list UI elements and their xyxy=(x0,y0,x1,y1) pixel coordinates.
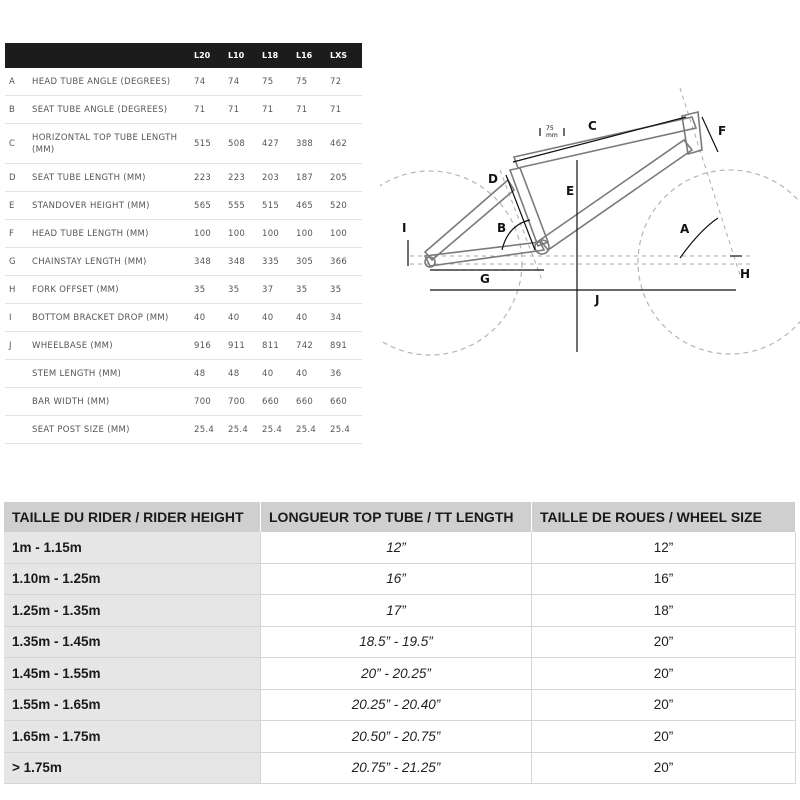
size-row xyxy=(4,626,796,658)
geometry-row-label: SEAT TUBE LENGTH (MM) xyxy=(32,172,146,183)
dim-label-i: I xyxy=(402,221,407,235)
rider-height-cell: 1.55m - 1.65m xyxy=(4,689,261,721)
rider-height-cell: 1.35m - 1.45m xyxy=(4,626,261,658)
dim-label-j: J xyxy=(595,293,600,307)
dim-c-line xyxy=(513,117,686,162)
dim-label-a: A xyxy=(680,222,690,236)
geometry-row-label: FORK OFFSET (MM) xyxy=(32,284,119,295)
geometry-cell: 71 xyxy=(296,104,308,115)
geometry-row-letter: F xyxy=(9,228,15,239)
geometry-row-label: HORIZONTAL TOP TUBE LENGTH (MM) xyxy=(32,132,178,155)
dim-label-c: C xyxy=(588,119,597,133)
geometry-cell: 48 xyxy=(228,368,240,379)
offset-75-label: 75 xyxy=(546,125,554,132)
geometry-row-label: STEM LENGTH (MM) xyxy=(32,368,122,379)
down-tube xyxy=(540,140,692,250)
geometry-cell: 25.4 xyxy=(296,424,317,435)
geometry-cell: 34 xyxy=(330,312,342,323)
geometry-cell: 100 xyxy=(296,228,314,239)
geometry-cell: 520 xyxy=(330,200,348,211)
tt-length-cell: 12” xyxy=(261,532,532,563)
geometry-cell: 388 xyxy=(296,138,314,149)
geometry-row-letter: A xyxy=(9,76,16,87)
geometry-cell: 891 xyxy=(330,340,348,351)
size-row xyxy=(4,689,796,721)
geometry-cell: 916 xyxy=(194,340,212,351)
geometry-cell: 700 xyxy=(194,396,212,407)
geometry-cell: 71 xyxy=(194,104,206,115)
geometry-row-letter: D xyxy=(9,172,16,183)
geometry-col-header: L16 xyxy=(296,51,313,60)
geometry-row xyxy=(5,248,362,276)
dim-label-g: G xyxy=(480,272,490,286)
geometry-row-letter: G xyxy=(9,256,16,267)
tt-length-cell: 20.50” - 20.75” xyxy=(261,721,532,753)
geometry-cell: 35 xyxy=(296,284,308,295)
rider-height-cell: 1.10m - 1.25m xyxy=(4,563,261,595)
tt-length-cell: 18.5” - 19.5” xyxy=(261,626,532,658)
geometry-cell: 100 xyxy=(228,228,246,239)
geometry-row-label: BAR WIDTH (MM) xyxy=(32,396,110,407)
size-row xyxy=(4,752,796,784)
tt-length-cell: 16” xyxy=(261,563,532,595)
geometry-cell: 223 xyxy=(194,172,212,183)
geometry-cell: 25.4 xyxy=(262,424,283,435)
geometry-body xyxy=(5,68,362,444)
geometry-row xyxy=(5,416,362,444)
rider-height-cell: 1.45m - 1.55m xyxy=(4,658,261,690)
geometry-cell: 660 xyxy=(262,396,280,407)
geometry-cell: 71 xyxy=(262,104,274,115)
size-row xyxy=(4,563,796,595)
geometry-cell: 660 xyxy=(296,396,314,407)
header-rider-height: TAILLE DU RIDER / RIDER HEIGHT xyxy=(4,502,261,532)
geometry-cell: 203 xyxy=(262,172,280,183)
geometry-cell: 75 xyxy=(296,76,308,87)
geometry-row xyxy=(5,192,362,220)
wheel-size-cell: 16” xyxy=(532,563,796,595)
wheel-size-cell: 12” xyxy=(532,532,796,563)
geometry-cell: 742 xyxy=(296,340,314,351)
geometry-cell: 223 xyxy=(228,172,246,183)
geometry-cell: 35 xyxy=(330,284,342,295)
geometry-cell: 40 xyxy=(262,368,274,379)
size-row xyxy=(4,721,796,753)
geometry-cell: 74 xyxy=(194,76,206,87)
geometry-cell: 660 xyxy=(330,396,348,407)
geometry-row xyxy=(5,388,362,416)
rider-size-table xyxy=(4,502,796,784)
geometry-cell: 100 xyxy=(194,228,212,239)
geometry-cell: 187 xyxy=(296,172,314,183)
geometry-cell: 72 xyxy=(330,76,342,87)
geometry-cell: 427 xyxy=(262,138,280,149)
geometry-row-letter: H xyxy=(9,284,16,295)
rider-height-cell: > 1.75m xyxy=(4,752,261,784)
size-table-body xyxy=(4,532,796,784)
frame-geometry-diagram xyxy=(380,80,800,360)
dim-label-e: E xyxy=(566,184,575,198)
geometry-cell: 911 xyxy=(228,340,246,351)
geometry-cell: 465 xyxy=(296,200,314,211)
size-row xyxy=(4,532,796,563)
geometry-col-header: L20 xyxy=(194,51,211,60)
geometry-cell: 700 xyxy=(228,396,246,407)
geometry-cell: 40 xyxy=(194,312,206,323)
wheel-size-cell: 20” xyxy=(532,752,796,784)
geometry-row-letter: B xyxy=(9,104,16,115)
size-table-header xyxy=(4,502,796,532)
geometry-cell: 555 xyxy=(228,200,246,211)
geometry-cell: 811 xyxy=(262,340,280,351)
geometry-cell: 305 xyxy=(296,256,314,267)
geometry-cell: 40 xyxy=(228,312,240,323)
dim-label-f: F xyxy=(718,124,727,138)
geometry-col-header: L18 xyxy=(262,51,279,60)
geometry-row-label: SEAT TUBE ANGLE (DEGREES) xyxy=(32,104,168,115)
geometry-cell: 71 xyxy=(228,104,240,115)
top-tube xyxy=(514,117,696,168)
geometry-cell: 36 xyxy=(330,368,342,379)
geometry-col-header: L10 xyxy=(228,51,245,60)
dim-label-h: H xyxy=(740,267,751,281)
geometry-row-label: WHEELBASE (MM) xyxy=(32,340,113,351)
header-tt-length: LONGUEUR TOP TUBE / TT LENGTH xyxy=(261,502,532,532)
tt-length-cell: 20.25” - 20.40” xyxy=(261,689,532,721)
geometry-cell: 35 xyxy=(228,284,240,295)
dim-f-line xyxy=(702,117,718,152)
geometry-header xyxy=(5,43,362,68)
geometry-cell: 515 xyxy=(262,200,280,211)
wheel-size-cell: 20” xyxy=(532,721,796,753)
geometry-cell: 35 xyxy=(194,284,206,295)
geometry-cell: 71 xyxy=(330,104,342,115)
dim-label-d: D xyxy=(488,172,498,186)
geometry-row-label: SEAT POST SIZE (MM) xyxy=(32,424,130,435)
size-row xyxy=(4,658,796,690)
geometry-cell: 366 xyxy=(330,256,348,267)
geometry-cell: 75 xyxy=(262,76,274,87)
geometry-row-letter: I xyxy=(9,312,12,323)
wheel-size-cell: 20” xyxy=(532,626,796,658)
geometry-row xyxy=(5,124,362,164)
dim-label-b: B xyxy=(497,221,507,235)
geometry-cell: 565 xyxy=(194,200,212,211)
geometry-row-label: HEAD TUBE ANGLE (DEGREES) xyxy=(32,76,171,87)
geometry-row xyxy=(5,276,362,304)
geometry-row-letter: C xyxy=(9,138,16,149)
wheel-size-cell: 18” xyxy=(532,595,796,627)
geometry-cell: 205 xyxy=(330,172,348,183)
front-wheel-outline xyxy=(638,170,800,354)
geometry-row xyxy=(5,68,362,96)
geometry-cell: 37 xyxy=(262,284,274,295)
geometry-row xyxy=(5,96,362,124)
chain-stay xyxy=(425,242,544,266)
geometry-cell: 515 xyxy=(194,138,212,149)
geometry-cell: 40 xyxy=(296,312,308,323)
geometry-row xyxy=(5,360,362,388)
geometry-cell: 508 xyxy=(228,138,246,149)
geometry-cell: 25.4 xyxy=(330,424,351,435)
header-wheel-size: TAILLE DE ROUES / WHEEL SIZE xyxy=(532,502,796,532)
geometry-table xyxy=(5,43,362,444)
wheel-size-cell: 20” xyxy=(532,689,796,721)
seat-stay xyxy=(425,180,514,260)
geometry-row-label: CHAINSTAY LENGTH (MM) xyxy=(32,256,147,267)
geometry-cell: 25.4 xyxy=(194,424,215,435)
size-row xyxy=(4,595,796,627)
geometry-cell: 40 xyxy=(262,312,274,323)
geometry-row-letter: J xyxy=(9,340,12,351)
geometry-col-header: LXS xyxy=(330,51,348,60)
tt-length-cell: 20.75” - 21.25” xyxy=(261,752,532,784)
geometry-row-label: STANDOVER HEIGHT (MM) xyxy=(32,200,150,211)
geometry-cell: 48 xyxy=(194,368,206,379)
offset-mm-label: mm xyxy=(546,132,558,139)
geometry-cell: 462 xyxy=(330,138,348,149)
geometry-cell: 40 xyxy=(296,368,308,379)
tt-length-cell: 17” xyxy=(261,595,532,627)
geometry-cell: 348 xyxy=(194,256,212,267)
geometry-row xyxy=(5,220,362,248)
geometry-row-label: HEAD TUBE LENGTH (MM) xyxy=(32,228,149,239)
geometry-cell: 25.4 xyxy=(228,424,249,435)
geometry-row xyxy=(5,304,362,332)
geometry-cell: 74 xyxy=(228,76,240,87)
geometry-row xyxy=(5,164,362,192)
geometry-cell: 335 xyxy=(262,256,280,267)
tt-length-cell: 20” - 20.25” xyxy=(261,658,532,690)
geometry-row-label: BOTTOM BRACKET DROP (MM) xyxy=(32,312,169,323)
rider-height-cell: 1.65m - 1.75m xyxy=(4,721,261,753)
wheel-size-cell: 20” xyxy=(532,658,796,690)
geometry-row-letter: E xyxy=(9,200,15,211)
dim-d-line xyxy=(506,175,535,250)
geometry-cell: 100 xyxy=(262,228,280,239)
geometry-cell: 348 xyxy=(228,256,246,267)
geometry-cell: 100 xyxy=(330,228,348,239)
rider-height-cell: 1m - 1.15m xyxy=(4,532,261,563)
geometry-row xyxy=(5,332,362,360)
rider-height-cell: 1.25m - 1.35m xyxy=(4,595,261,627)
